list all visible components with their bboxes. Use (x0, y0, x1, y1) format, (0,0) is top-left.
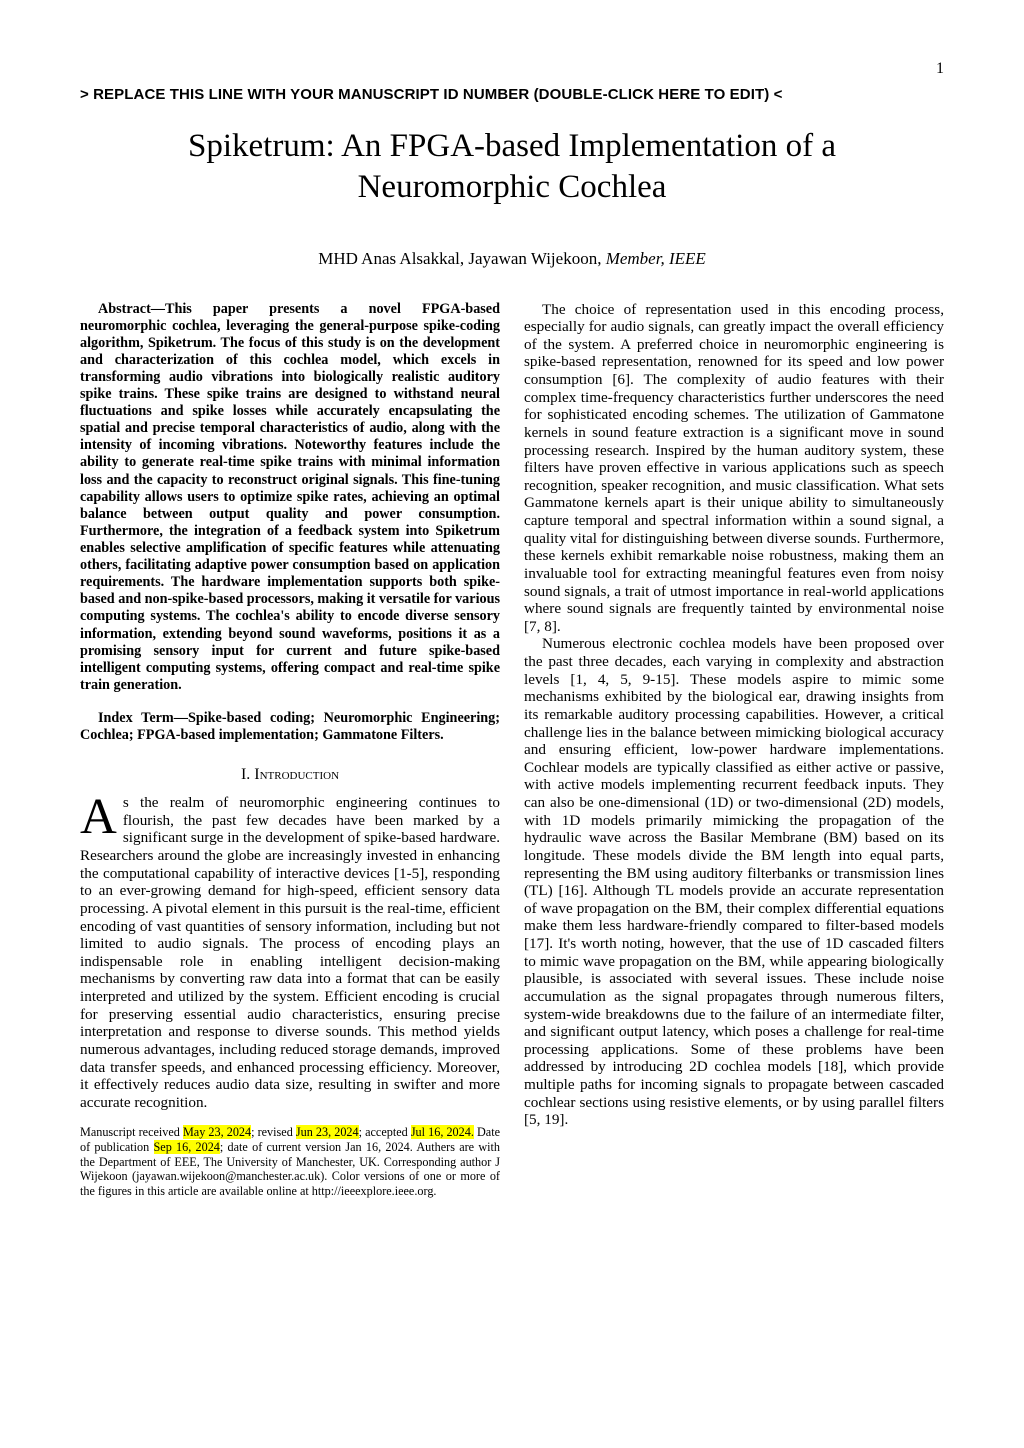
abstract-text: This paper presents a novel FPGA-based neuromorphic cochlea, leveraging the general-purpose spike-coding algorithm, Spiketrum. The focus of this study is on the development and characterization of this cochlea model, which excels in transforming audio vibrations into biologically realistic auditory spike trains. These spike trains are designed to withstand neural fluctuations and spike losses while accurately encapsulating the spatial and precise temporal characteristics of audio, along with the intensity of incoming vibrations. Noteworthy features include the ability to generate real-time spike trains with minimal information loss and the capacity to reconstruct original signals. This fine-tuning capability allows users to optimize spike rates, achieving an optimal balance between output quality and power consumption. Furthermore, the integration of a feedback system into Spiketrum enables selective amplification of specific features while attenuating others, facilitating adaptive power consumption based on application requirements. The hardware implementation supports both spike-based and non-spike-based processors, making it versatile for various computing systems. The cochlea's ability to encode diverse sensory information, extending beyond sound waveforms, positions it as a promising sensory input for current and future spike-based intelligent computing systems, offering compact and real-time spike train generation. (80, 300, 501, 693)
abstract-lead: Abstract— (98, 300, 165, 317)
left-column (80, 301, 500, 1199)
right-column (524, 301, 944, 1199)
author-names: MHD Anas Alsakkal, Jayawan Wijekoon, (318, 248, 606, 268)
author-membership: Member, IEEE (605, 248, 706, 268)
running-head: > REPLACE THIS LINE WITH YOUR MANUSCRIPT ID NUMBER (DOUBLE-CLICK HERE TO EDIT) < (80, 86, 783, 103)
paragraph-cochlea-models: Numerous electronic cochlea models have been proposed over the past three decades, each varying in complexity and abstraction levels [1, 4, 5, 9-15]. These models aspire to mimic some mechanisms exhibited by the biological ear, drawing insights from its remarkable auditory processing capabilities. However, a critical challenge lies in the balance between mimicking biological accuracy and ensuring efficient, low-power hardware implementations. Cochlear models are typically classified as either active or passive, with active models implementing recurrent feedback inputs. They can also be one-dimensional (1D) or two-dimensional (2D) models, with 1D models primarily mimicking the propagation of the hydraulic wave across the Basilar Membrane (BM) based on its longitude. These models divide the BM length into equal parts, representing the BM using auditory filterbanks or transmission lines (TL) [16]. Although TL models provide an accurate representation of wave propagation on the BM, their complex differential equations make them less hardware-friendly compared to filter-based models [17]. It's worth noting, however, that the use of 1D cascaded filters to mimic wave propagation on the BM, while appearing biologically plausible, is associated with several issues. These include noise accumulation as the signal propagates through numerous filters, system-wide breakdowns due to the failure of an intermediate filter, and significant output latency, which poses a challenge for real-time processing applications. Some of these problems have been addressed by introducing 2D cochlea models [18], which provide multiple paths for incoming signals to propagate between cascaded cochlear sections using resistive elements, or by using parallel filters [5, 19]. (524, 635, 944, 1129)
paper-title: Spiketrum: An FPGA-based Implementation of a Neuromorphic Cochlea (188, 128, 836, 206)
footnote-text: Manuscript received (80, 1125, 183, 1140)
footnote-text: ; date of current version Jan 16, 2024. Authers are with the Department of EEE, The University of Manchester, UK. Corresponding author J Wijekoon (jayawan.wijekoon@manchester.ac.uk). Color versions of one or more of the figures in this article are available online at http://ieeexplore.ieee.org. (80, 1140, 501, 1199)
footnote-text: ; accepted (358, 1125, 411, 1140)
drop-cap: A (80, 789, 117, 846)
index-terms-lead: Index Term— (98, 710, 188, 727)
introduction-paragraph (80, 789, 500, 1111)
footnote-highlight-received-date: May 23, 2024 (182, 1125, 252, 1140)
introduction-text: s the realm of neuromorphic engineering continues to flourish, the past few decades have been marked by a significant surge in the development of spike-based hardware. Researchers around the globe are increasingly invested in enhancing the computational capability of interactive devices [1-5], responding to an ever-growing demand for high-speed, efficient sensory data processing. A pivotal element in this pursuit is the real-time, efficient encoding of vast quantities of sensory information, including but not limited to audio signals. The process of encoding plays an indispensable role in enabling intelligent decision-making mechanisms by converting raw data into a format that can be easily interpreted and utilized by the system. Efficient encoding is crucial for preserving essential audio characteristics, ensuring precise interpretation and response to diverse sounds. This method yields numerous advantages, including reduced storage demands, improved data transfer speeds, and enhanced processing efficiency. Moreover, it effectively reduces audio data size, resulting in swifter and more accurate recognition. (80, 794, 500, 1111)
index-terms-paragraph (80, 710, 500, 744)
footnote-highlight-publication-date: Sep 16, 2024 (153, 1140, 220, 1155)
abstract-paragraph (80, 301, 500, 695)
two-column-body (0, 301, 1024, 1199)
footnote-text: Date of publication (80, 1125, 500, 1155)
footnote-text: ; revised (251, 1125, 296, 1140)
authors-line (0, 249, 1024, 269)
manuscript-footnote (80, 1125, 500, 1198)
paragraph-encoding-representation: The choice of representation used in this encoding process, especially for audio signals, can greatly impact the overall efficiency of the system. A preferred choice in neuromorphic engineering is spike-based representation, renowned for its speed and low power consumption [6]. The complexity of audio features with their complex time-frequency characteristics further underscores the need for sophisticated encoding schemes. The utilization of Gammatone kernels in sound feature extraction is a significant move in sound processing research. Inspired by the human auditory system, these filters have proven effective in various applications such as speech recognition, speaker recognition, and music classification. What sets Gammatone kernels apart is their unique ability to simultaneously capture temporal and spectral information within a sound signal, a quality vital for distinguishing between diverse sounds. Furthermore, these kernels exhibit remarkable noise robustness, making them an invaluable tool for extracting meaningful features even from noisy sound signals, a trait of utmost importance in real-world applications where sound signals are frequently tainted by environmental noise [7, 8]. (524, 300, 944, 635)
section-heading-introduction: I. Introduction (240, 766, 340, 784)
index-terms-text: Spike-based coding; Neuromorphic Engineering; Cochlea; FPGA-based implementation; Gammatone Filters. (80, 710, 500, 744)
page-number: 1 (936, 60, 944, 77)
footnote-highlight-revised-date: Jun 23, 2024 (295, 1125, 359, 1140)
footnote-highlight-accepted-date: Jul 16, 2024. (410, 1125, 474, 1140)
